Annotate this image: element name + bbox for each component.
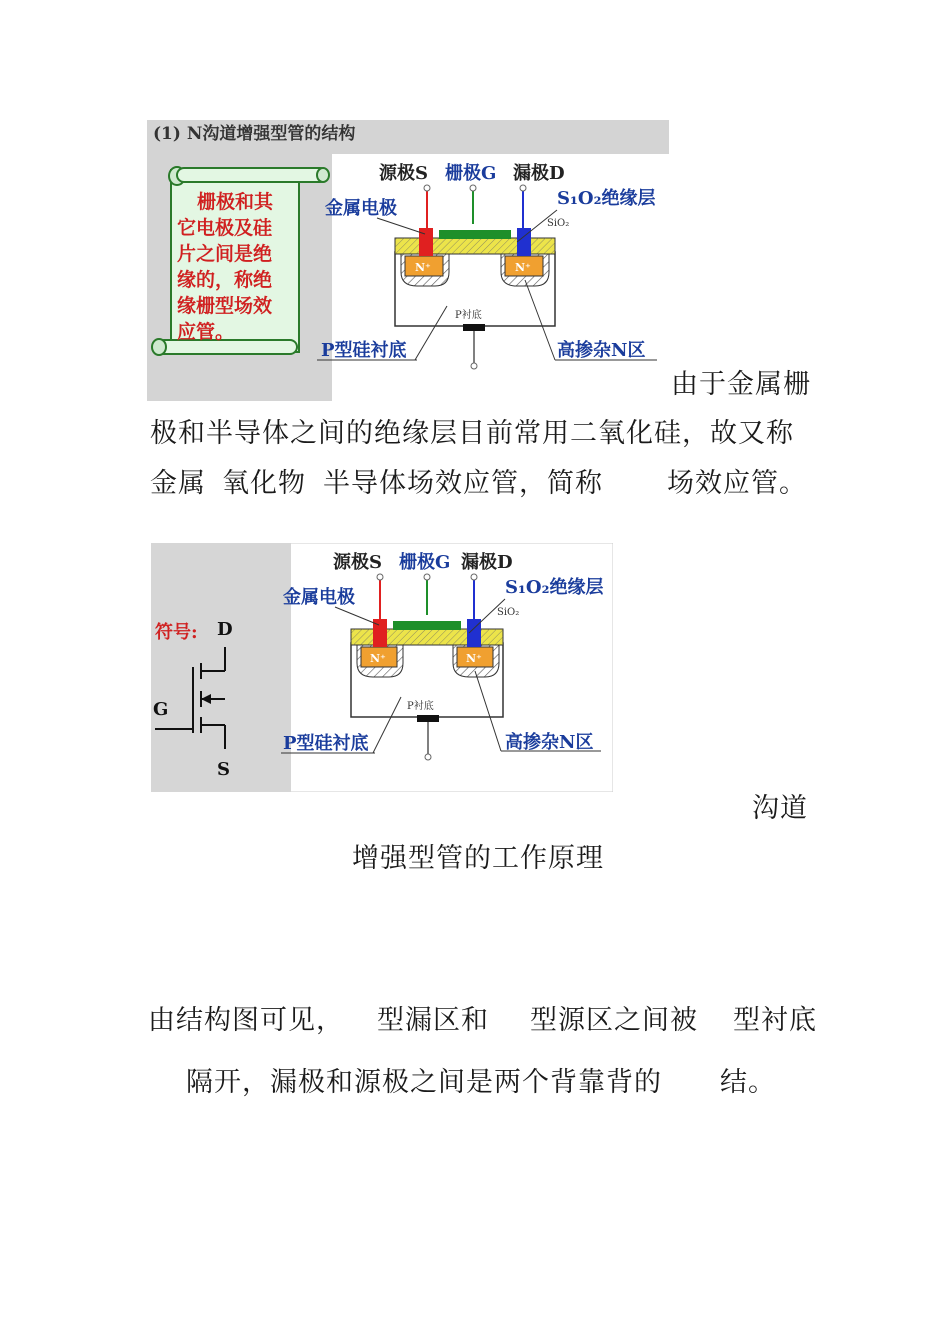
scroll-line-4: 缘的，称绝	[177, 269, 273, 291]
label-drain: 漏极D	[513, 163, 565, 184]
symbol-panel	[151, 543, 291, 792]
label-p-substrate-small: P衬底	[455, 310, 482, 321]
symbol-d: D	[217, 619, 233, 640]
fig2-label-source: 源极S	[333, 552, 382, 573]
p3-line1a: 由结构图可见，	[148, 1005, 344, 1036]
p3-line1c: 型源区之间被	[530, 1005, 698, 1036]
symbol-label: 符号:	[155, 622, 198, 643]
fig2-label-p-substrate: P型硅衬底	[283, 733, 369, 754]
symbol-diagram	[151, 543, 613, 792]
p1-line3a: 金属	[150, 468, 206, 499]
symbol-s: S	[217, 759, 230, 780]
fig2-gate-metal	[393, 621, 461, 630]
scroll-line-1: 栅极和其	[197, 191, 274, 213]
fig2-label-p-substrate-small: P衬底	[407, 701, 434, 712]
label-source: 源极S	[379, 163, 428, 184]
p3-line2a: 隔开，漏极和源极之间是两个背靠背的	[186, 1067, 662, 1098]
p3-line2b: 结。	[720, 1067, 776, 1098]
p1-line3b: 氧化物	[222, 468, 306, 499]
label-high-doped-n: 高掺杂N区	[557, 340, 646, 361]
svg-text:N⁺: N⁺	[370, 652, 386, 665]
figure-mosfet-structure	[147, 120, 669, 401]
label-p-substrate: P型硅衬底	[321, 340, 407, 361]
label-sio2-small: SiO₂	[547, 218, 570, 229]
fig2-label-sio2-small: SiO₂	[497, 607, 520, 618]
structure-diagram	[147, 120, 669, 401]
label-gate: 栅极G	[445, 163, 497, 184]
fig2-label-metal-electrode: 金属电极	[283, 587, 355, 608]
scroll-line-3: 片之间是绝	[177, 243, 273, 265]
svg-text:N⁺: N⁺	[415, 261, 431, 274]
symbol-g: G	[153, 699, 169, 720]
svg-text:N⁺: N⁺	[515, 261, 531, 274]
scroll-line-6: 应管。	[177, 321, 235, 343]
p3-line1d: 型衬底	[733, 1005, 817, 1036]
fig2-label-high-doped-n: 高掺杂N区	[505, 732, 594, 753]
figure-mosfet-symbol	[151, 543, 613, 792]
p2-line2: 增强型管的工作原理	[352, 843, 604, 874]
fig2-label-drain: 漏极D	[461, 552, 513, 573]
label-metal-electrode: 金属电极	[325, 198, 397, 219]
p2-tail: 沟道	[752, 793, 808, 824]
p1-line2: 极和半导体之间的绝缘层目前常用二氧化硅，故又称	[150, 418, 794, 449]
fig2-label-sio2-layer: S₁O₂绝缘层	[505, 577, 604, 598]
label-sio2-layer: S₁O₂绝缘层	[557, 188, 656, 209]
p1-tail: 由于金属栅	[671, 369, 811, 400]
p1-line3c: 半导体场效应管，简称	[323, 468, 603, 499]
gate-metal	[439, 230, 511, 239]
scroll-line-2: 它电极及硅	[177, 217, 273, 239]
scroll-line-5: 缘栅型场效	[177, 295, 273, 317]
figure-heading: (1) N沟道增强型管的结构	[153, 124, 356, 144]
fig2-label-gate: 栅极G	[399, 552, 451, 573]
p3-line1b: 型漏区和	[377, 1005, 489, 1036]
p1-line3d: 场效应管。	[667, 468, 807, 499]
svg-text:N⁺: N⁺	[466, 652, 482, 665]
